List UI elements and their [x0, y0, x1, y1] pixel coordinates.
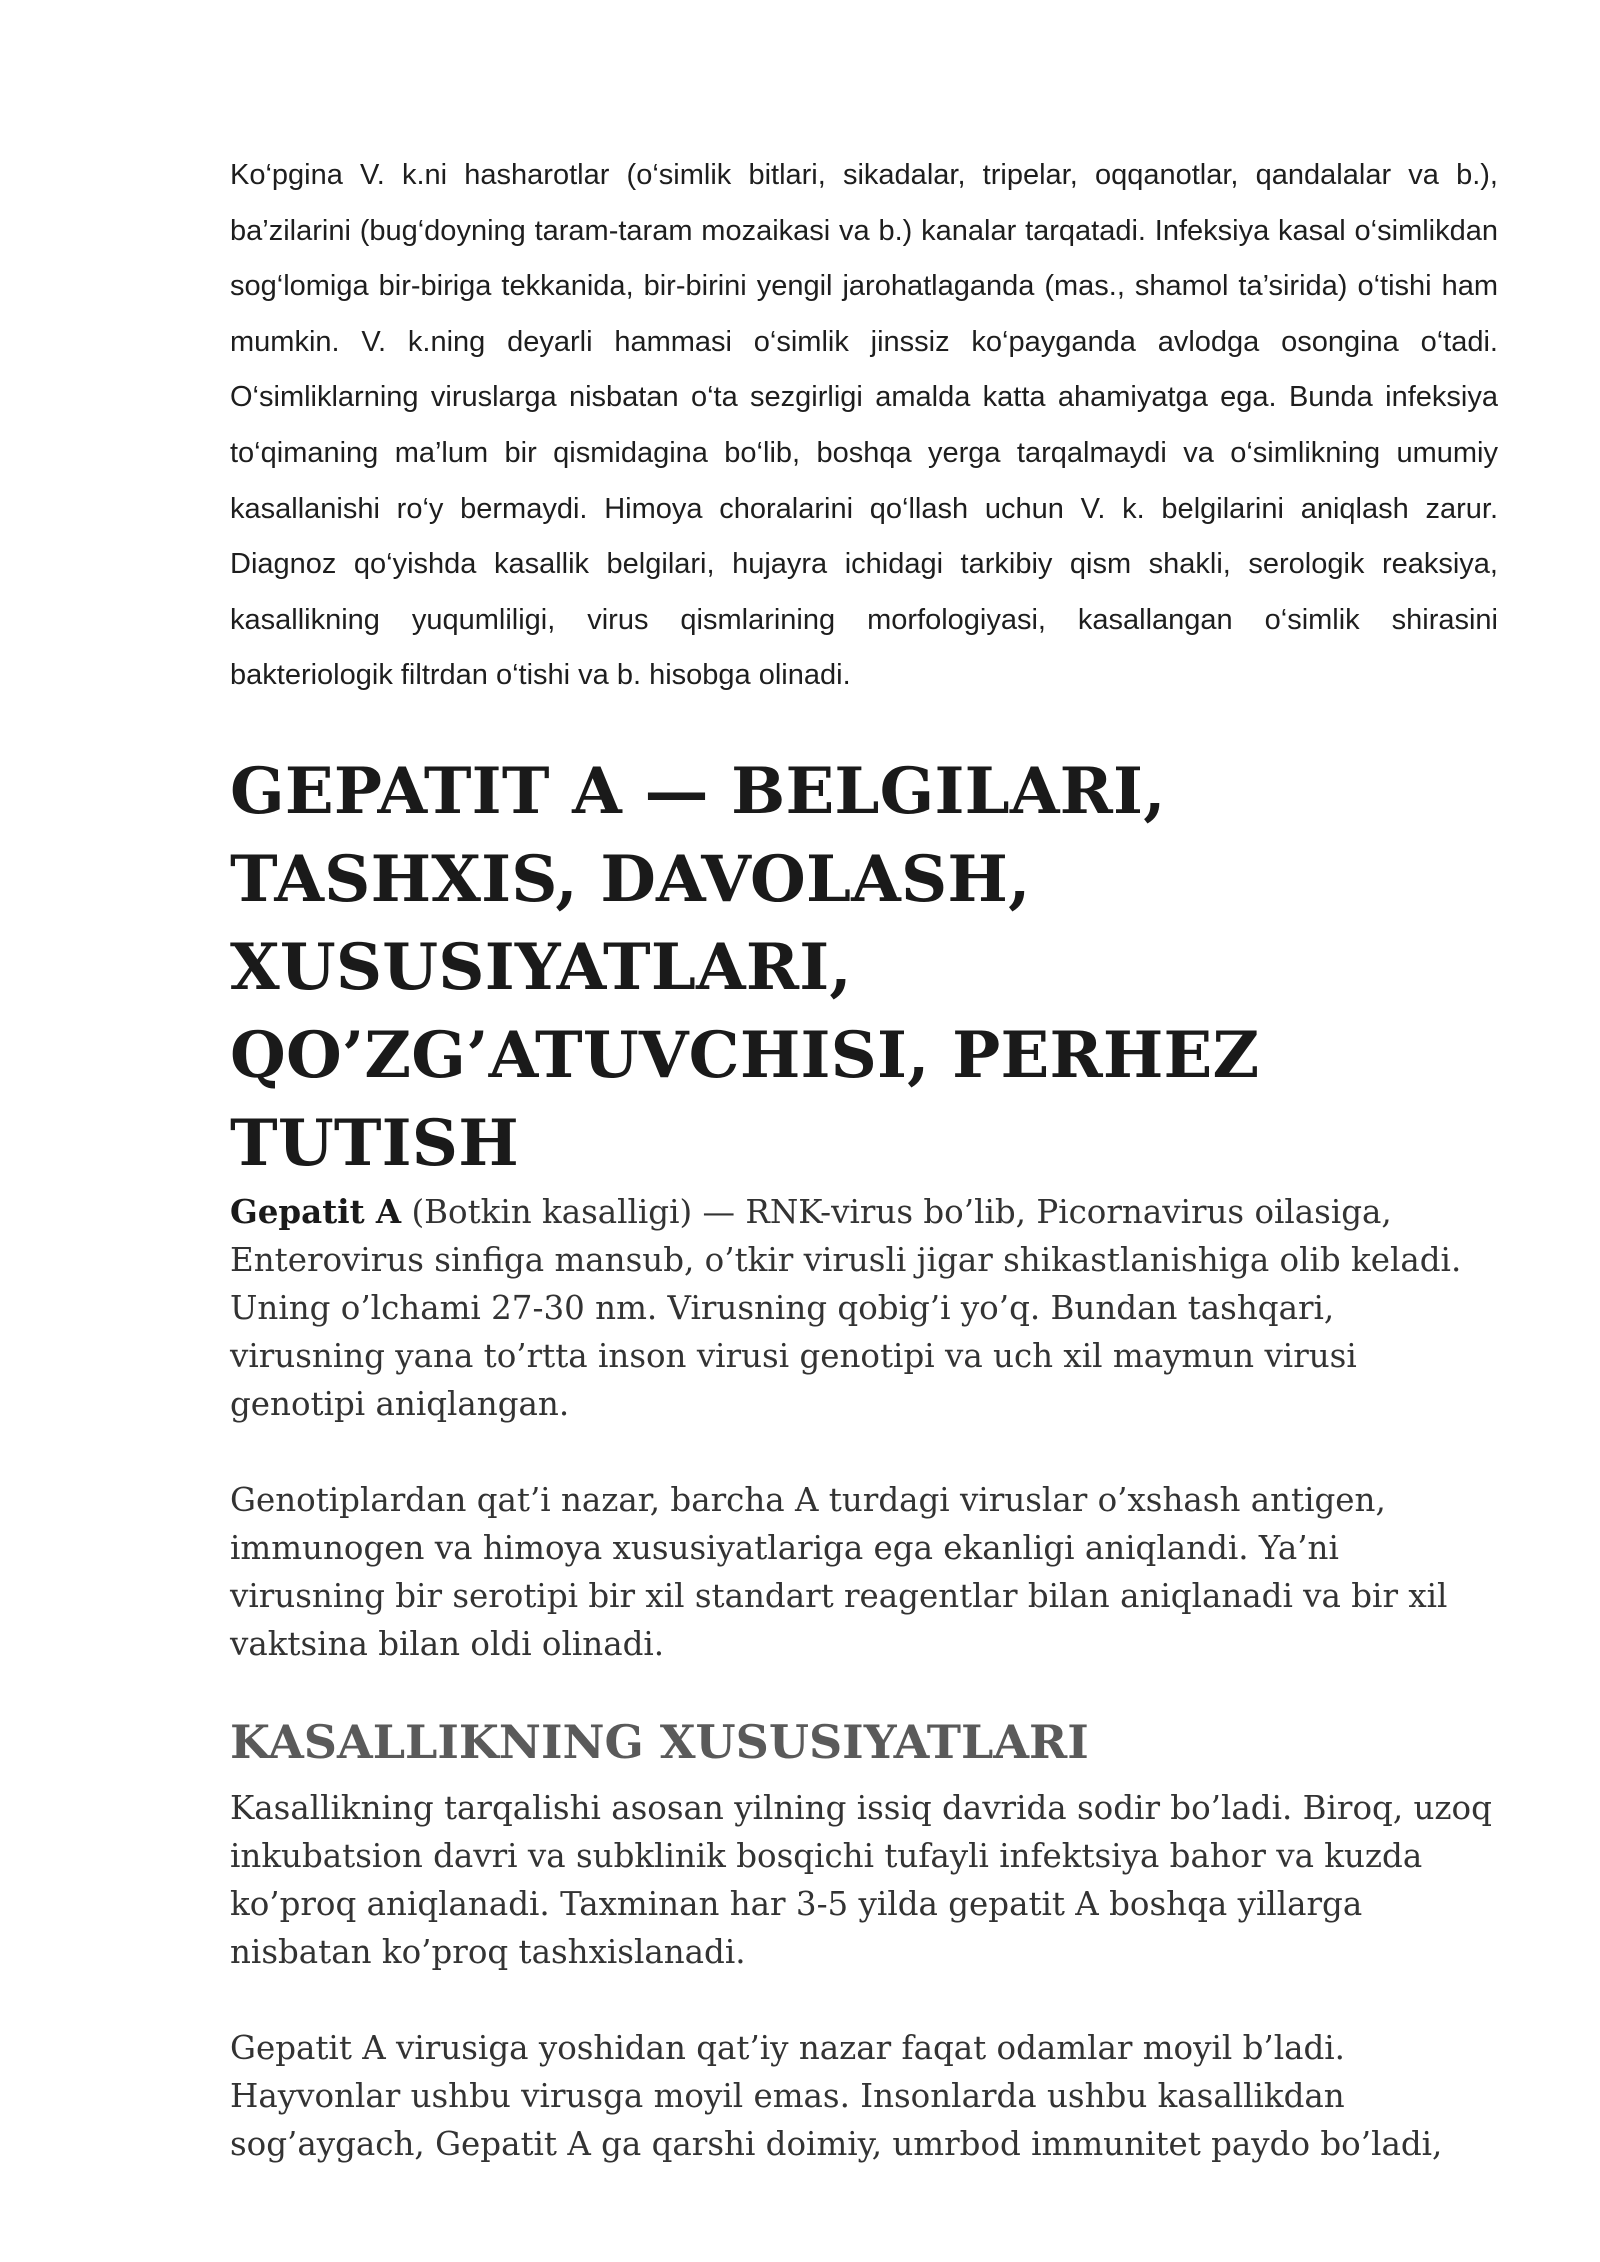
article-paragraph-1 — [230, 1188, 1498, 1428]
intro-paragraph: Ko‘pgina V. k.ni hasharotlar (o‘simlik bitlari, sikadalar, tripelar, oqqanotlar, qandalalar va b.), ba’zilarini (bug‘doyning taram-taram mozaikasi va b.) kanalar tarqatadi. Infeksiya kasal o‘simlikdan sog‘lomiga bir-biriga tekkanida, bir-birini yengil jarohatlaganda (mas., shamol ta’sirida) o‘tishi ham mumkin. V. k.ning deyarli hammasi o‘simlik jinssiz ko‘payganda avlodga osongina o‘tadi. O‘simliklarning viruslarga nisbatan o‘ta sezgirligi amalda katta ahamiyatga ega. Bunda infeksiya to‘qimaning ma’lum bir qismidagina bo‘lib, boshqa yerga tarqalmaydi va o‘simlikning umumiy kasallanishi ro‘y bermaydi. Himoya choralarini qo‘llash uchun V. k. belgilarini aniqlash zarur. Diagnoz qo‘yishda kasallik belgilari, hujayra ichidagi tarkibiy qism shakli, serologik reaksiya, kasallikning yuqumliligi, virus qismlarining morfologiyasi, kasallangan o‘simlik shirasini bakteriologik filtrdan o‘tishi va b. hisobga olinadi. — [230, 159, 1498, 692]
article-paragraph-3: Kasallikning tarqalishi asosan yilning issiq davrida sodir bo’ladi. Biroq, uzoq inkubatsion davri va subklinik bosqichi tufayli infektsiya bahor va kuzda ko’proq aniqlanadi. Taxminan har 3-5 yilda gepatit A boshqa yillarga nisbatan ko’proq tashxislanadi. — [230, 1788, 1492, 1971]
paragraph-1-text: (Botkin kasalligi) — RNK-virus bo’lib, Picornavirus oilasiga, Enterovirus sinfiga mansub, o’tkir virusli jigar shikastlanishiga olib keladi. Uning o’lchami 27-30 nm. Virusning qobig’i yo’q. Bundan tashqari, virusning yana to’rtta inson virusi genotipi va uch xil maymun virusi genotipi aniqlangan. — [230, 1192, 1462, 1423]
section-heading: KASALLIKNING XUSUSIYATLARI — [230, 1714, 1089, 1769]
article-paragraph-2: Genotiplardan qat’i nazar, barcha A turdagi viruslar o’xshash antigen, immunogen va himoya xususiyatlariga ega ekanligi aniqlandi. Ya’ni virusning bir serotipi bir xil standart reagentlar bilan aniqlanadi va bir xil vaktsina bilan oldi olinadi. — [230, 1480, 1448, 1663]
article-paragraph-4: Gepatit A virusiga yoshidan qat’iy nazar faqat odamlar moyil b’ladi. Hayvonlar ushbu virusga moyil emas. Insonlarda ushbu kasallikdan sog’aygach, Gepatit A ga qarshi doimiy, umrbod immunitet paydo bo’ladi, — [230, 2028, 1443, 2163]
page-content — [230, 148, 1498, 2168]
paragraph-lead-term: Gepatit A — [230, 1191, 402, 1231]
article-title: GEPATIT A — BELGILARI, TASHXIS, DAVOLASH, XUSUSIYATLARI, QO’ZG’ATUVCHISI, PERHEZ TUTISH — [230, 753, 1260, 1181]
